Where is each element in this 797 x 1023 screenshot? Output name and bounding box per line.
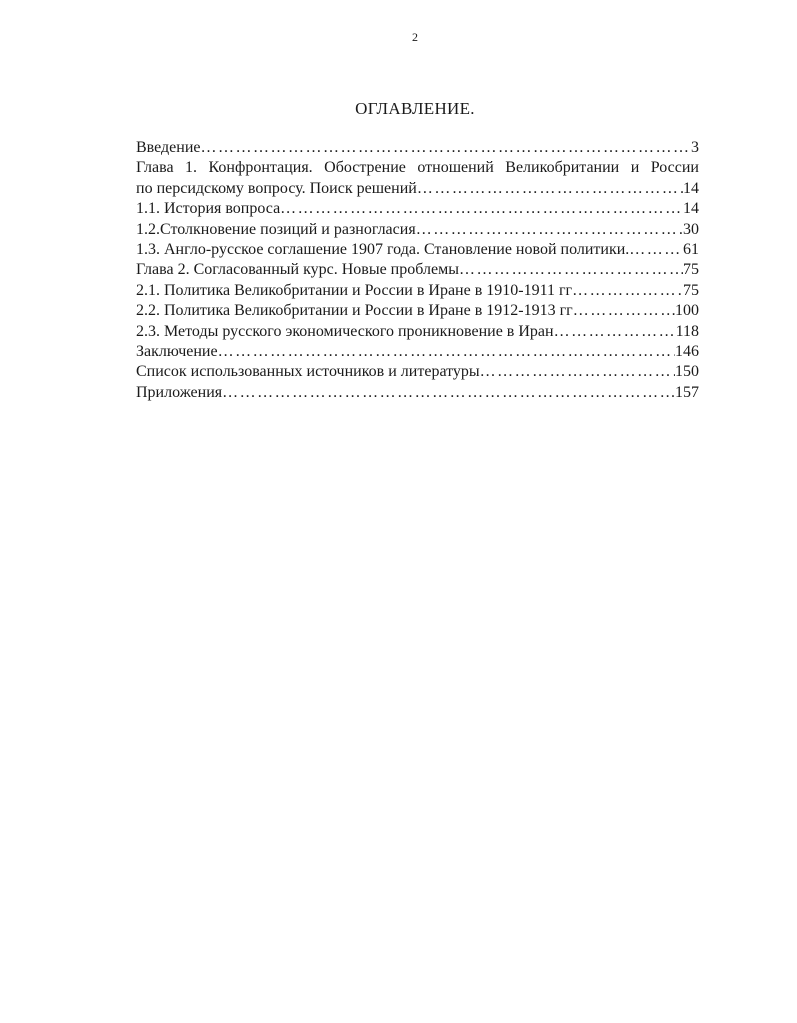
dot-leader: [480, 362, 675, 382]
table-of-contents: [136, 138, 699, 403]
toc-entry-title: по персидскому вопросу. Поиск решений: [136, 179, 417, 197]
dot-leader: [201, 138, 692, 158]
toc-entry: [136, 322, 699, 342]
toc-entry-title: 1.2.Столкновение позиций и разногласия: [136, 220, 416, 238]
toc-entry: [136, 199, 699, 219]
toc-entry: [136, 179, 699, 199]
toc-entry-title: Глава 2. Согласованный курс. Новые проблемы: [136, 261, 459, 279]
toc-entry: [136, 138, 699, 158]
toc-entry-title: Список использованных источников и литературы: [136, 363, 480, 381]
toc-entry-title: Введение: [136, 139, 201, 156]
toc-entry-page: 100: [675, 302, 699, 320]
dot-leader: [572, 281, 683, 301]
toc-entry: [136, 240, 699, 260]
dot-leader: [218, 342, 675, 362]
toc-entry: [136, 260, 699, 280]
toc-entry-line: Глава 1. Конфронтация. Обострение отношений Великобритании и России: [136, 159, 699, 177]
toc-entry-page: 30: [683, 220, 699, 238]
toc-entry-page: 118: [675, 322, 699, 340]
dot-leader: [573, 301, 675, 321]
toc-entry-page: 75: [683, 261, 699, 279]
dot-leader: [629, 240, 683, 260]
toc-entry: [136, 362, 699, 382]
toc-entry-page: 146: [675, 343, 699, 361]
toc-entry-title: 1.3. Англо-русское соглашение 1907 года. Становление новой политики.: [136, 241, 630, 259]
toc-entry: [136, 281, 699, 301]
toc-entry-page: 14: [683, 200, 699, 218]
toc-entry-title: 2.3. Методы русского экономического проникновение в Иран: [136, 322, 554, 340]
toc-entry-title: 2.2. Политика Великобритании и России в Иране в 1912-1913 гг: [136, 302, 573, 320]
toc-entry-page: 61: [683, 241, 699, 259]
toc-entry-title: 1.1. История вопроса: [136, 200, 281, 218]
page-title: ОГЛАВЛЕНИЕ.: [355, 99, 475, 118]
dot-leader: [459, 260, 683, 280]
dot-leader: [554, 322, 676, 342]
toc-entry-page: 3: [691, 139, 699, 156]
dot-leader: [417, 179, 683, 199]
dot-leader: [222, 383, 675, 403]
toc-entry: [136, 342, 699, 362]
toc-entry-page: 157: [675, 383, 699, 401]
toc-entry-title: Приложения: [136, 383, 223, 401]
toc-entry-title: 2.1. Политика Великобритании и России в Иране в 1910-1911 гг: [136, 281, 573, 299]
dot-leader: [416, 220, 683, 240]
toc-entry: [136, 383, 699, 403]
toc-entry-page: 14: [683, 179, 699, 197]
page-number: 2: [412, 30, 418, 44]
toc-entry-title: Заключение: [136, 343, 218, 361]
toc-entry-page: 75: [683, 281, 699, 299]
toc-entry: [136, 301, 699, 321]
toc-entry: [136, 220, 699, 240]
toc-entry-page: 150: [675, 363, 699, 381]
dot-leader: [280, 199, 683, 219]
